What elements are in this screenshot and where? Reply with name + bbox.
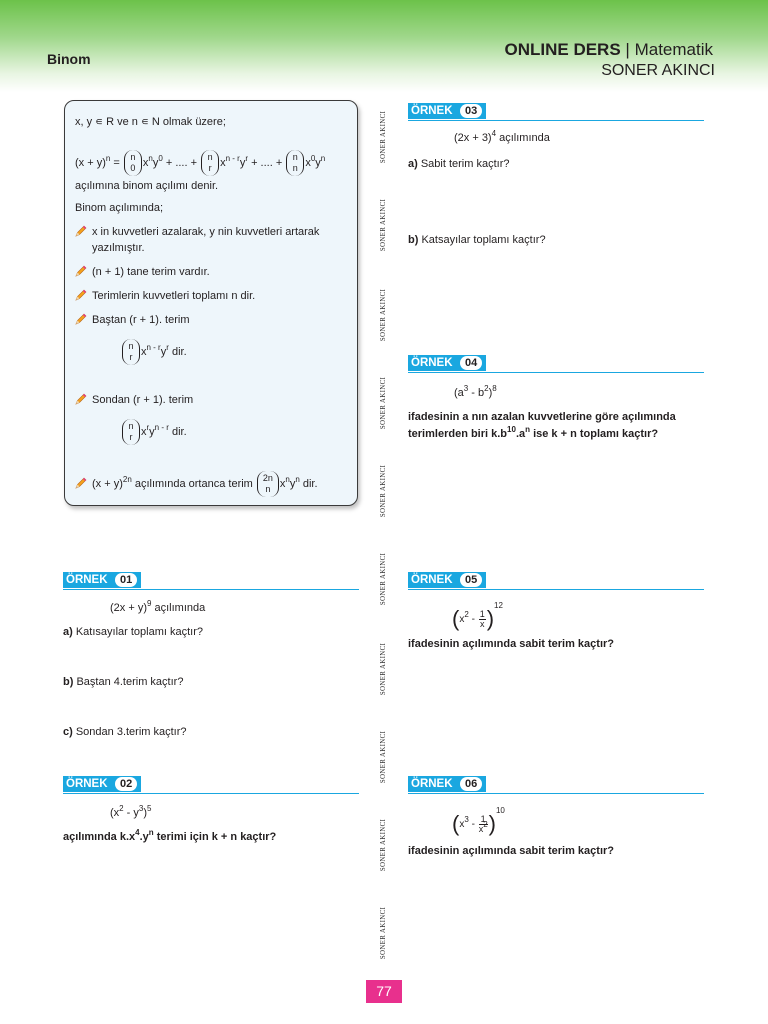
pencil-icon xyxy=(75,477,87,489)
pencil-icon xyxy=(75,289,87,301)
chapter-title: Binom xyxy=(47,51,91,67)
watermark: SONER AKINCI xyxy=(379,818,387,872)
binom-n-n: n n xyxy=(286,150,304,176)
example-rule xyxy=(63,589,359,590)
watermark: SONER AKINCI xyxy=(379,730,387,784)
theory-intro: x, y ∊ R ve n ∊ N olmak üzere; xyxy=(75,116,226,128)
example-label-02: ÖRNEK 02 xyxy=(63,776,141,792)
watermark: SONER AKINCI xyxy=(379,464,387,518)
ex04-question-line1: ifadesinin a nın azalan kuvvetlerine göre açılımında xyxy=(408,411,676,423)
ex01-question-c: c) Sondan 3.terim kaçtır? xyxy=(63,726,187,738)
author-name: SONER AKINCI xyxy=(601,62,715,79)
ex02-expression: $(x^2 - y^3)^5$ xyxy=(110,804,152,819)
example-rule xyxy=(408,793,704,794)
binomial-formula: $(x + y)^n$ = n 0 $x^ny^0$ + .... + n r $x^{n - r}y^r$ + .... + n n $x^0y^n$ xyxy=(75,150,325,176)
theory-box xyxy=(64,100,358,506)
pencil-icon xyxy=(75,265,87,277)
watermark: SONER AKINCI xyxy=(379,552,387,606)
ex05-question: ifadesinin açılımında sabit terim kaçtır? xyxy=(408,638,615,650)
brand-title: ONLINE DERS xyxy=(504,40,621,59)
pencil-icon xyxy=(75,313,87,325)
theory-subtitle: Binom açılımında; xyxy=(75,202,164,214)
example-rule xyxy=(63,793,359,794)
ex04-expression: $(a^3 - b^2)^8$ xyxy=(454,384,497,399)
bullet-5: Sondan (r + 1). terim xyxy=(75,393,193,407)
example-label-05: ÖRNEK 05 xyxy=(408,572,486,588)
bullet-4-formula: n r $x^{n - r}y^r$ dir. xyxy=(121,339,187,365)
example-rule xyxy=(408,372,704,373)
watermark: SONER AKINCI xyxy=(379,642,387,696)
binom-n-r: n r xyxy=(201,150,219,176)
watermark: SONER AKINCI xyxy=(379,906,387,960)
ex03-question-a: a) Sabit terim kaçtır? xyxy=(408,158,510,170)
theory-definition: açılımına binom açılımı denir. xyxy=(75,180,219,192)
example-rule xyxy=(408,589,704,590)
ex03-expression: $(2x + 3)^4$ açılımında xyxy=(454,129,550,144)
ex01-expression: $(2x + y)^9$ açılımında xyxy=(110,599,206,614)
ex06-expression: ($x^3$ - $\frac{1}{x^2}$ )$^{10}$ xyxy=(452,806,505,837)
fraction: $\frac{1}{x}$ xyxy=(479,608,485,629)
watermark: SONER AKINCI xyxy=(379,288,387,342)
ex06-question: ifadesinin açılımında sabit terim kaçtır? xyxy=(408,845,615,857)
ex01-question-b: b) Baştan 4.terim kaçtır? xyxy=(63,676,184,688)
bullet-6: $(x + y)^{2n}$ açılımında ortanca terim 2n n $x^ny^n$ dir. xyxy=(75,471,318,497)
bullet-1-cont: yazılmıştır. xyxy=(92,242,145,254)
bullet-2: (n + 1) tane terim vardır. xyxy=(75,265,210,279)
binom-n-0: n 0 xyxy=(124,150,142,176)
watermark: SONER AKINCI xyxy=(379,198,387,252)
ex03-question-b: b) Katsayılar toplamı kaçtır? xyxy=(408,234,546,246)
example-label-04: ÖRNEK 04 xyxy=(408,355,486,371)
bullet-4: Baştan (r + 1). terim xyxy=(75,313,190,327)
ex05-expression: ($x^2$ - $\frac{1}{x}$ )$^{12}$ xyxy=(452,601,503,632)
pencil-icon xyxy=(75,393,87,405)
example-rule xyxy=(408,120,704,121)
example-label-06: ÖRNEK 06 xyxy=(408,776,486,792)
binom-2n-n: 2n n xyxy=(257,471,279,497)
ex01-question-a: a) Katısayılar toplamı kaçtır? xyxy=(63,626,204,638)
brand-block xyxy=(504,40,715,79)
example-label-03: ÖRNEK 03 xyxy=(408,103,486,119)
example-label-01: ÖRNEK 01 xyxy=(63,572,141,588)
bullet-3: Terimlerin kuvvetleri toplamı n dir. xyxy=(75,289,255,303)
ex04-question-line2: terimlerden biri $k.b^{10}.a^n$ ise k + n toplamı kaçtır? xyxy=(408,425,659,440)
subject-name: Matematik xyxy=(634,40,713,59)
binom-n-r: n r xyxy=(122,419,140,445)
bullet-5-formula: n r $x^ry^{n - r}$ dir. xyxy=(121,419,187,445)
pencil-icon xyxy=(75,225,87,237)
fraction: $\frac{1}{x^2}$ xyxy=(478,813,488,834)
ex02-question: açılımında $k.x^4.y^n$ terimi için k + n kaçtır? xyxy=(63,828,277,843)
brand-separator: | xyxy=(625,40,630,59)
watermark: SONER AKINCI xyxy=(379,376,387,430)
page-number: 77 xyxy=(366,980,402,1003)
watermark: SONER AKINCI xyxy=(379,110,387,164)
binom-n-r: n r xyxy=(122,339,140,365)
bullet-1: x in kuvvetleri azalarak, y nin kuvvetleri artarak xyxy=(75,225,319,239)
